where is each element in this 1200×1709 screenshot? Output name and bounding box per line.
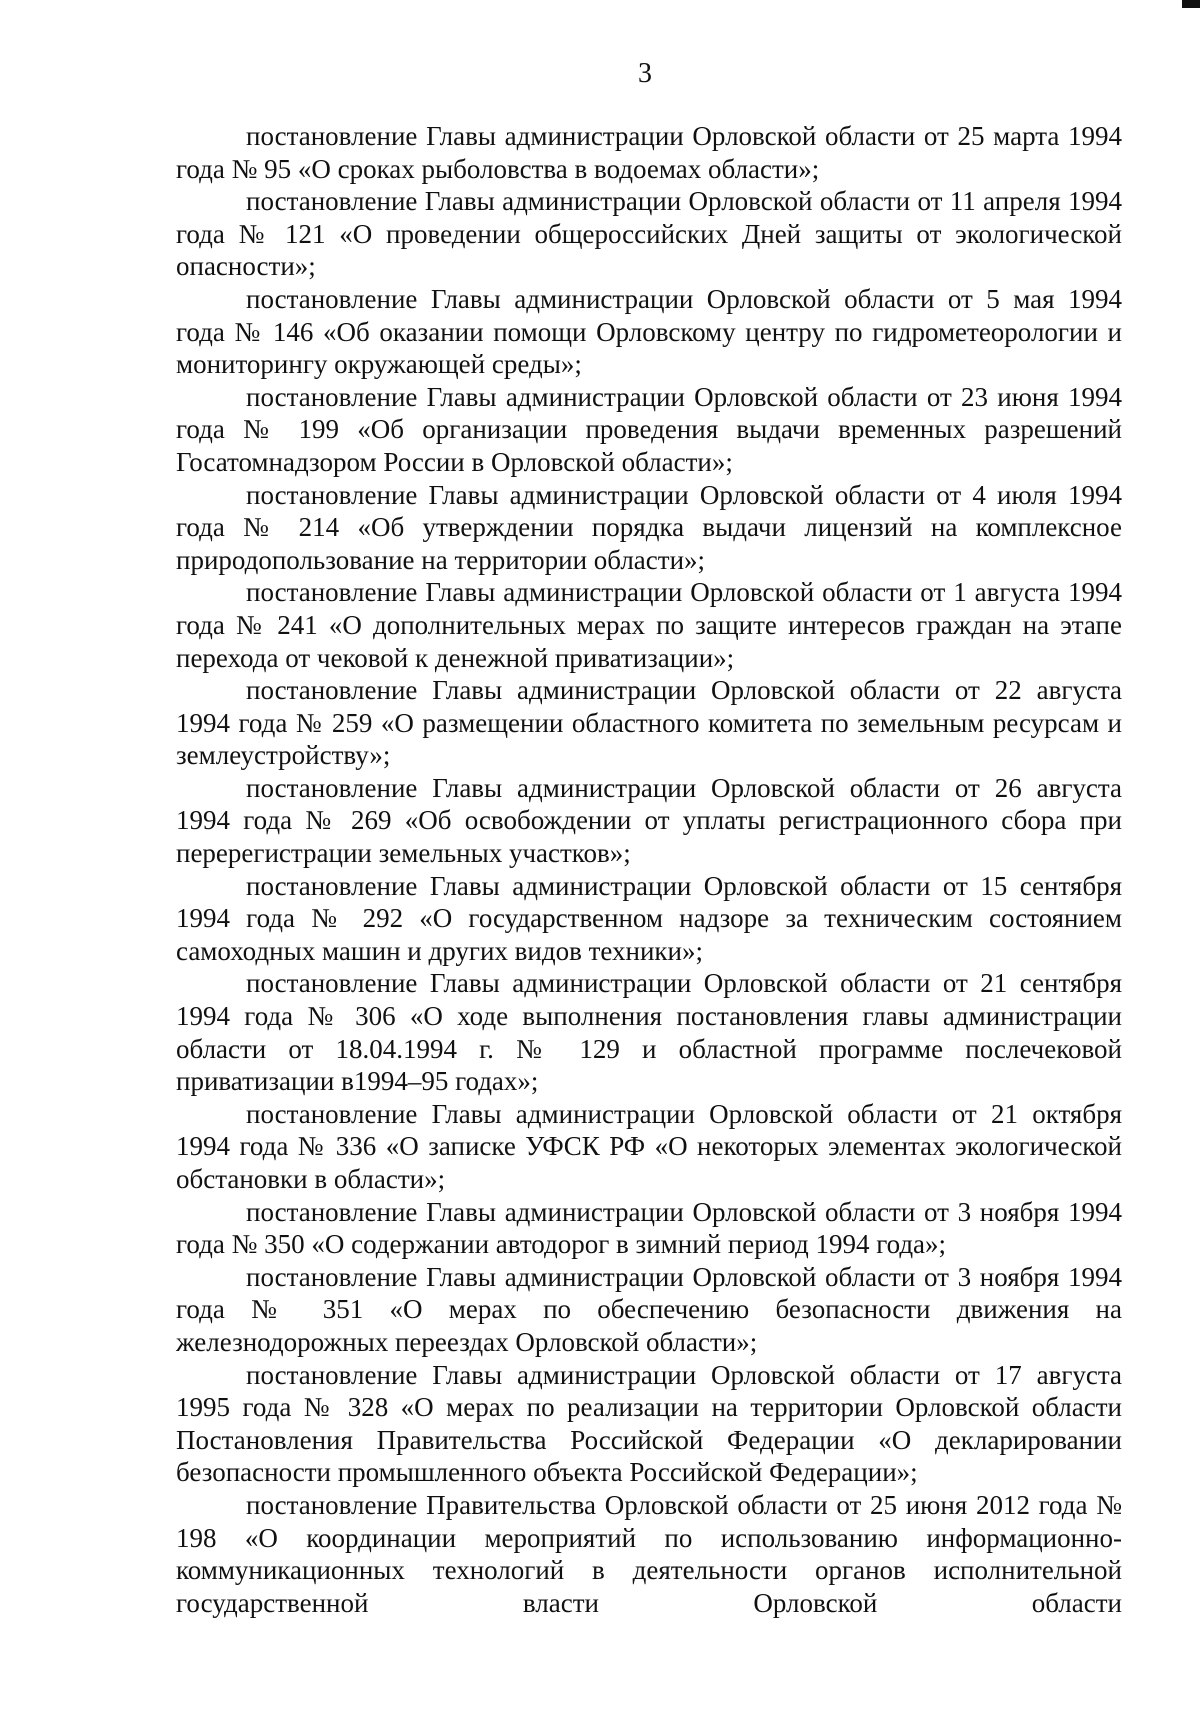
paragraph: постановление Главы администрации Орловской области от 25 марта 1994 года № 95 «О сроках рыболовства в водоемах области»; <box>176 121 1122 184</box>
paragraph: постановление Главы администрации Орловской области от 26 августа 1994 года № 269 «Об освобождении от уплаты регистрационного сбора при перерегистрации земельных участков»; <box>176 772 1122 869</box>
paragraph: постановление Главы администрации Орловской области от 23 июня 1994 года № 199 «Об организации проведения выдачи временных разрешений Госатомнадзором России в Орловской области»; <box>176 381 1122 477</box>
paragraph: постановление Главы администрации Орловской области от 21 октября 1994 года № 336 «О записке УФСК РФ «О некоторых элементах экологической обстановки в области»; <box>176 1098 1122 1194</box>
paragraph: постановление Главы администрации Орловской области от 15 сентября 1994 года № 292 «О государственном надзоре за техническим состоянием самоходных машин и других видов техники»; <box>176 870 1122 966</box>
document-body <box>176 120 1122 1619</box>
paragraph: постановление Правительства Орловской области от 25 июня 2012 года № 198 «О координации мероприятий по использованию информационно-коммуникационных технологий в деятельности органов исполнительной государственной власти Орловской области <box>176 1489 1122 1618</box>
paragraph: постановление Главы администрации Орловской области от 17 августа 1995 года № 328 «О мерах по реализации на территории Орловской области Постановления Правительства Российской Федерации «О декларировании безопасности промышленного объекта Российской Федерации»; <box>176 1359 1122 1488</box>
paragraph: постановление Главы администрации Орловской области от 4 июля 1994 года № 214 «Об утверждении порядка выдачи лицензий на комплексное природопользование на территории области»; <box>176 479 1122 575</box>
page-number: 3 <box>638 58 652 89</box>
paragraph: постановление Главы администрации Орловской области от 3 ноября 1994 года № 351 «О мерах по обеспечению безопасности движения на железнодорожных переездах Орловской области»; <box>176 1261 1122 1357</box>
scan-edge-mark <box>1182 0 1200 8</box>
paragraph: постановление Главы администрации Орловской области от 3 ноября 1994 года № 350 «О содержании автодорог в зимний период 1994 года»; <box>176 1196 1122 1260</box>
paragraph: постановление Главы администрации Орловской области от 11 апреля 1994 года № 121 «О проведении общероссийских Дней защиты от экологической опасности»; <box>176 186 1122 282</box>
paragraph: постановление Главы администрации Орловской области от 22 августа 1994 года № 259 «О размещении областного комитета по земельным ресурсам и землеустройству»; <box>176 675 1122 771</box>
paragraph: постановление Главы администрации Орловской области от 5 мая 1994 года № 146 «Об оказании помощи Орловскому центру по гидрометеорологии и мониторингу окружающей среды»; <box>176 283 1122 380</box>
paragraph: постановление Главы администрации Орловской области от 1 августа 1994 года № 241 «О дополнительных мерах по защите интересов граждан на этапе перехода от чековой к денежной приватизации»; <box>176 577 1122 673</box>
paragraph: постановление Главы администрации Орловской области от 21 сентября 1994 года № 306 «О ходе выполнения постановления главы администрации области от 18.04.1994 г. № 129 и областной программе послечековой приватизации в1994–95 годах»; <box>176 968 1122 1097</box>
